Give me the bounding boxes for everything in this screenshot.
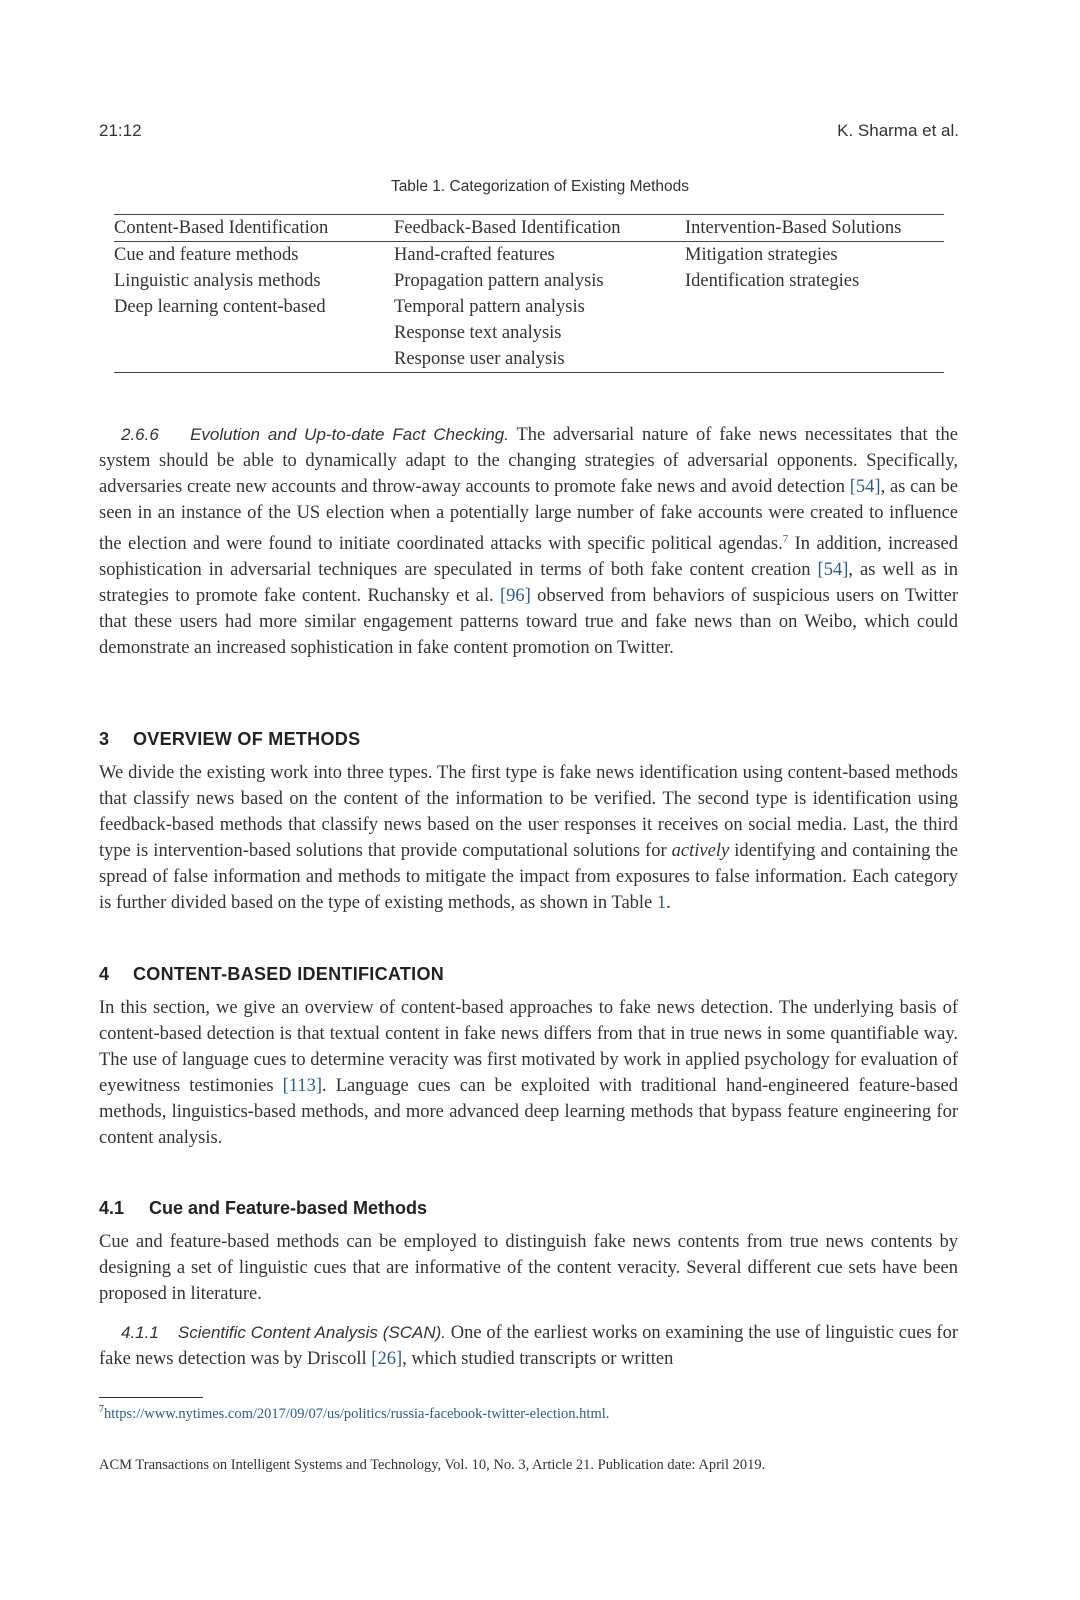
section-title: CONTENT-BASED IDENTIFICATION <box>133 964 445 984</box>
text: We divide the existing work into three types. The first type is fake news identification using content-based methods that classify news based on the content of the information to be verified. The second type is identification using feedback-based methods that classify news based on the user responses it receives on social media. Last, the third type is intervention-based solutions that provide computational solutions for <box>99 763 958 861</box>
table-caption: Table 1. Categorization of Existing Methods <box>390 178 690 195</box>
text: Cue and feature-based methods can be employed to distinguish fake news contents from true news contents by designing a set of linguistic cues that are informative of the content veracity. Several different cue sets have been proposed in literature. <box>99 1232 958 1304</box>
text: The adversarial nature of fake news necessitates that the system should be able to dynamically adapt to the changing strategies of adversarial opponents. Specifically, adversaries create new accounts and throw-away accounts to promote fake news and avoid detection <box>99 425 959 497</box>
section-number: 4 <box>99 964 110 984</box>
text: , which studied transcripts or written <box>402 1349 674 1369</box>
subsection-title: Evolution and Up-to-date Fact Checking. <box>190 425 509 444</box>
paragraph <box>99 760 958 916</box>
paragraph <box>99 995 958 1151</box>
table-cell <box>685 320 944 346</box>
text: In addition, increased sophistication in adversarial techniques are speculated in terms of both fake content creation <box>99 534 958 581</box>
table-cell: Propagation pattern analysis <box>394 271 604 291</box>
table-row <box>114 320 944 346</box>
subsection-number: 4.1.1 <box>121 1323 159 1342</box>
text: . <box>666 893 671 913</box>
running-head-authors: K. Sharma et al. <box>837 121 959 140</box>
text: , as can be seen in an instance of the US election when a potentially large number of fake accounts were created to influence the election and were found to initiate coordinated attacks with specific political agendas. <box>99 477 958 555</box>
table-cell <box>114 346 394 373</box>
table-cell: Cue and feature methods <box>114 245 299 265</box>
table-cell: Linguistic analysis methods <box>114 271 321 291</box>
table-row <box>114 346 944 373</box>
subsection-number: 2.6.6 <box>121 425 159 444</box>
table-row <box>114 294 944 320</box>
section-3-body <box>99 760 958 916</box>
column-header: Content-Based Identification <box>114 215 394 242</box>
section-heading <box>99 964 444 985</box>
text: . Language cues can be exploited with traditional hand-engineered feature-based methods, linguistics-based methods, and more advanced deep learning methods that bypass feature engineering for content analysis. <box>99 1076 958 1148</box>
section-heading <box>99 729 360 750</box>
page-number: 21:12 <box>99 121 142 140</box>
section-number: 3 <box>99 729 110 749</box>
paragraph <box>99 1320 958 1372</box>
paragraph <box>99 422 958 661</box>
table-header-row <box>114 215 944 242</box>
column-header: Intervention-Based Solutions <box>685 215 944 242</box>
section-4-1-body <box>99 1229 958 1307</box>
footnote-divider <box>99 1397 203 1398</box>
citation-link[interactable]: [113] <box>282 1076 323 1096</box>
paragraph <box>99 1229 958 1307</box>
footnote-mark: 7 <box>99 1404 104 1415</box>
subsection-number: 4.1 <box>99 1198 125 1218</box>
table-cell <box>685 346 944 373</box>
categorization-table <box>114 214 944 373</box>
text: identifying and containing the spread of false information and methods to mitigate the impact from exposures to false information. Each category is further divided based on the type of existing methods, as shown in Table <box>99 841 958 913</box>
citation-link[interactable]: [54] <box>817 560 849 581</box>
journal-footer: ACM Transactions on Intelligent Systems and Technology, Vol. 10, No. 3, Article 21. Publication date: April 2019. <box>99 1457 766 1473</box>
section-2-6-6 <box>99 422 958 661</box>
emphasis: actively <box>671 841 730 861</box>
section-4-1-1 <box>99 1320 958 1372</box>
citation-link[interactable]: [26] <box>371 1349 403 1369</box>
table-cell <box>685 294 944 320</box>
text: In this section, we give an overview of content-based approaches to fake news detection. The underlying basis of content-based detection is that textual content in fake news differs from that in true news in some quantifiable way. The use of language cues to determine veracity was first motivated by work in applied psychology for evaluation of eyewitness testimonies <box>99 998 958 1096</box>
table-cell: Hand-crafted features <box>394 245 555 265</box>
subsection-title: Scientific Content Analysis (SCAN). <box>177 1323 446 1342</box>
text: observed from behaviors of suspicious users on Twitter that these users had more similar engagement patterns toward true and fake news than on Weibo, which could demonstrate an increased sophistication in fake content promotion on Twitter. <box>99 586 959 659</box>
table-cell: Response text analysis <box>394 323 562 343</box>
footnote-url-link[interactable]: https://www.nytimes.com/2017/09/07/us/politics/russia-facebook-twitter-election.html. <box>104 1405 610 1422</box>
table-cell: Temporal pattern analysis <box>394 297 585 317</box>
citation-link[interactable]: [54] <box>849 477 881 497</box>
footnote-mark[interactable]: 7 <box>782 533 789 545</box>
table-cell: Identification strategies <box>685 271 860 291</box>
footnote <box>99 1404 609 1423</box>
section-4-body <box>99 995 958 1151</box>
table-row <box>114 242 944 269</box>
table-row <box>114 268 944 294</box>
table-cell: Response user analysis <box>394 346 685 373</box>
column-header: Feedback-Based Identification <box>394 215 685 242</box>
subsection-heading <box>99 1198 427 1219</box>
table-reference-link[interactable]: 1 <box>656 893 667 913</box>
subsection-title: Cue and Feature-based Methods <box>149 1198 428 1218</box>
section-title: OVERVIEW OF METHODS <box>133 729 361 749</box>
text: , as well as in strategies to promote fake content. Ruchansky et al. <box>99 560 959 607</box>
table-cell: Deep learning content-based <box>114 297 326 317</box>
text: One of the earliest works on examining the use of linguistic cues for fake news detection was by Driscoll <box>99 1323 958 1369</box>
table-cell: Mitigation strategies <box>685 245 838 265</box>
table-cell <box>114 320 394 346</box>
citation-link[interactable]: [96] <box>500 586 531 607</box>
